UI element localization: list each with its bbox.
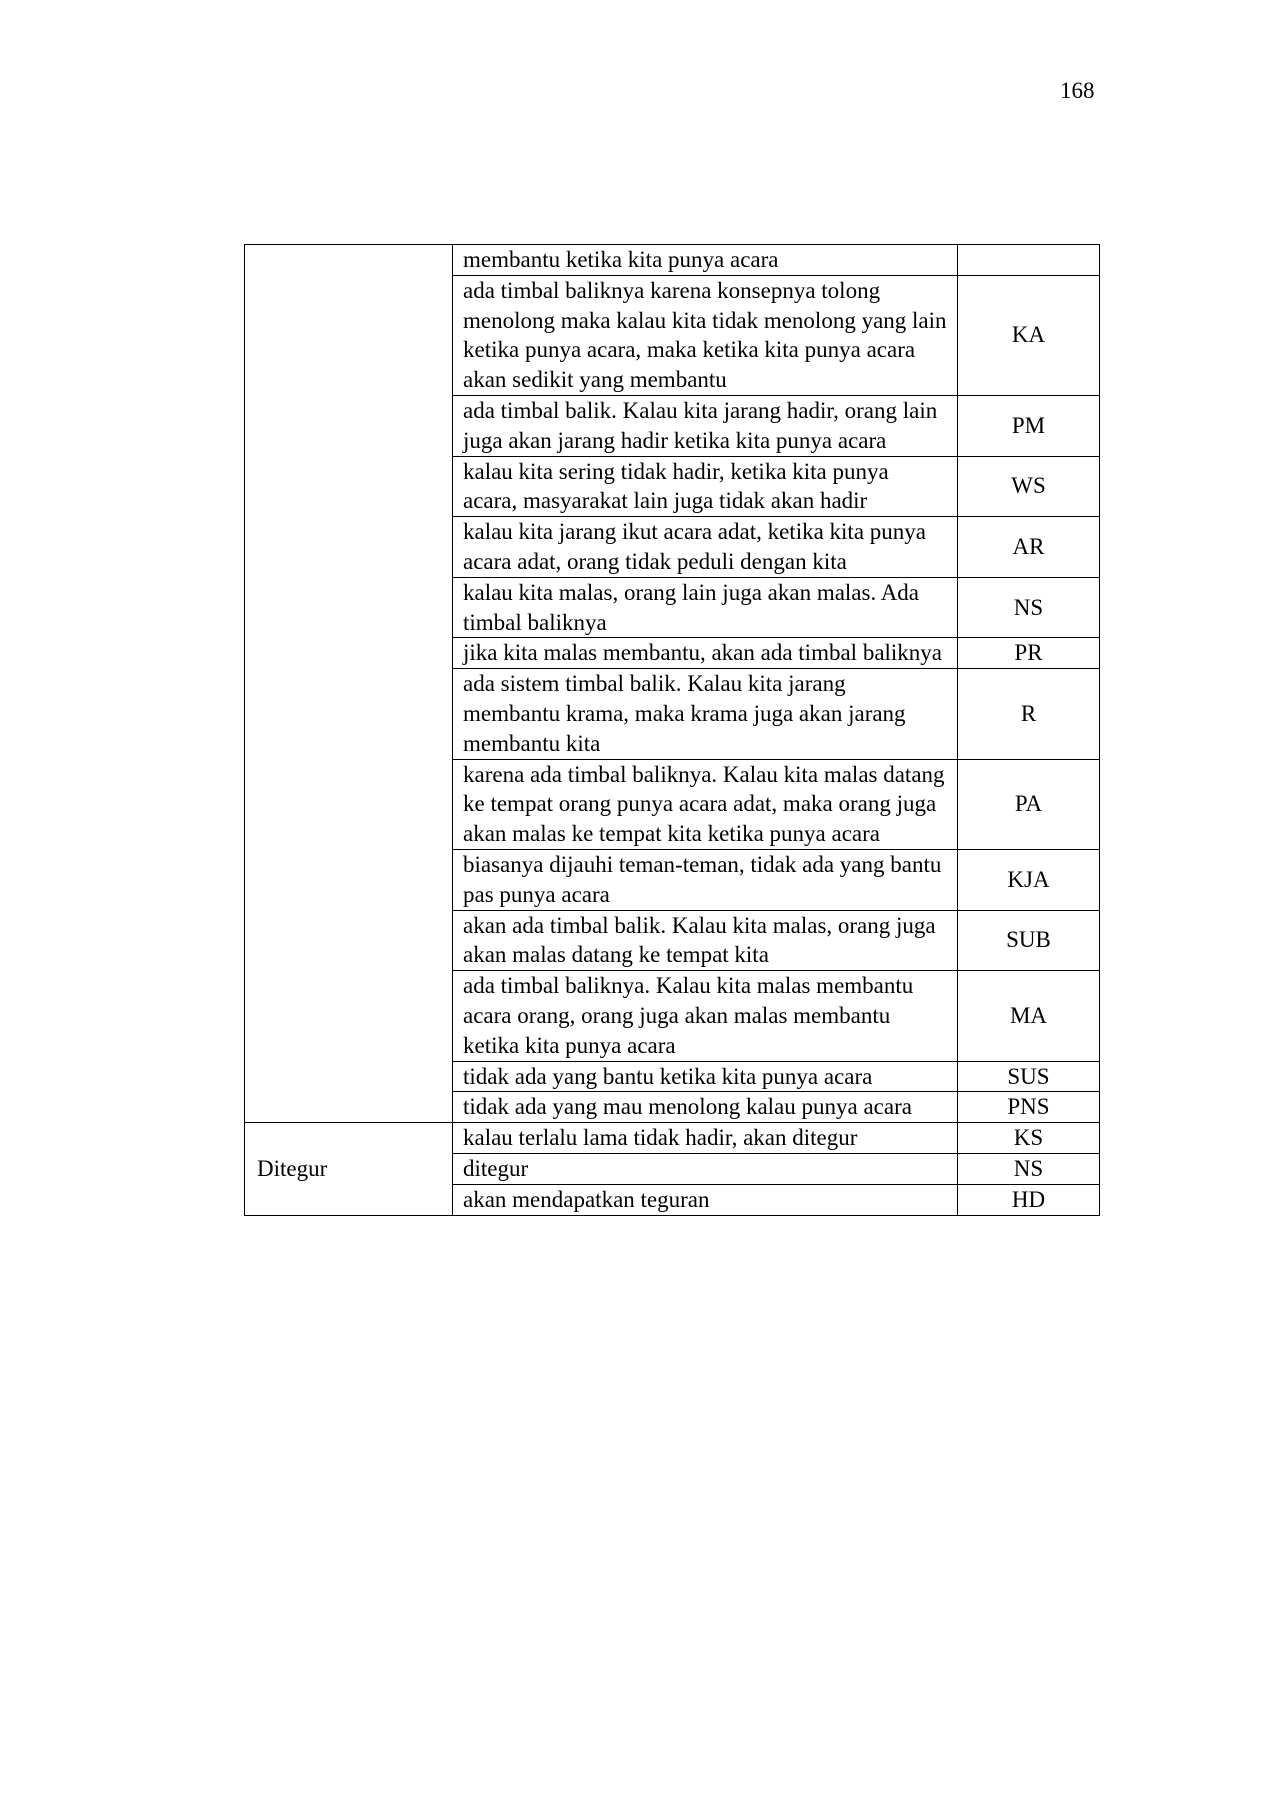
respondent-code-cell: KJA bbox=[958, 849, 1100, 910]
respondent-code-cell: MA bbox=[958, 971, 1100, 1061]
response-cell: ada timbal baliknya. Kalau kita malas membantu acara orang, orang juga akan malas membantu ketika kita punya acara bbox=[453, 971, 958, 1061]
response-cell: ditegur bbox=[453, 1153, 958, 1184]
data-table bbox=[244, 244, 1100, 1216]
table-row bbox=[245, 1123, 1100, 1154]
response-cell: karena ada timbal baliknya. Kalau kita malas datang ke tempat orang punya acara adat, maka orang juga akan malas ke tempat kita ketika punya acara bbox=[453, 759, 958, 849]
respondent-code-cell: PM bbox=[958, 395, 1100, 456]
respondent-code-cell bbox=[958, 245, 1100, 276]
response-cell: kalau terlalu lama tidak hadir, akan ditegur bbox=[453, 1123, 958, 1154]
category-cell bbox=[245, 245, 453, 1123]
response-cell: biasanya dijauhi teman-teman, tidak ada yang bantu pas punya acara bbox=[453, 849, 958, 910]
response-cell: ada timbal balik. Kalau kita jarang hadir, orang lain juga akan jarang hadir ketika kita punya acara bbox=[453, 395, 958, 456]
category-cell: Ditegur bbox=[245, 1123, 453, 1215]
respondent-code-cell: SUB bbox=[958, 910, 1100, 971]
response-cell: membantu ketika kita punya acara bbox=[453, 245, 958, 276]
respondent-code-cell: PR bbox=[958, 638, 1100, 669]
response-cell: jika kita malas membantu, akan ada timbal baliknya bbox=[453, 638, 958, 669]
table-body bbox=[245, 245, 1100, 1216]
response-cell: kalau kita malas, orang lain juga akan malas. Ada timbal baliknya bbox=[453, 577, 958, 638]
respondent-code-cell: NS bbox=[958, 577, 1100, 638]
respondent-code-cell: R bbox=[958, 669, 1100, 759]
response-cell: kalau kita sering tidak hadir, ketika kita punya acara, masyarakat lain juga tidak akan hadir bbox=[453, 456, 958, 517]
respondent-code-cell: HD bbox=[958, 1184, 1100, 1215]
respondent-code-cell: KA bbox=[958, 275, 1100, 395]
response-cell: tidak ada yang bantu ketika kita punya acara bbox=[453, 1061, 958, 1092]
table-row bbox=[245, 245, 1100, 276]
respondent-code-cell: PNS bbox=[958, 1092, 1100, 1123]
respondent-code-cell: PA bbox=[958, 759, 1100, 849]
respondent-code-cell: WS bbox=[958, 456, 1100, 517]
response-cell: akan ada timbal balik. Kalau kita malas, orang juga akan malas datang ke tempat kita bbox=[453, 910, 958, 971]
page-number: 168 bbox=[1060, 78, 1095, 103]
response-cell: ada sistem timbal balik. Kalau kita jarang membantu krama, maka krama juga akan jarang membantu kita bbox=[453, 669, 958, 759]
response-cell: tidak ada yang mau menolong kalau punya acara bbox=[453, 1092, 958, 1123]
response-cell: ada timbal baliknya karena konsepnya tolong menolong maka kalau kita tidak menolong yang lain ketika punya acara, maka ketika kita punya acara akan sedikit yang membantu bbox=[453, 275, 958, 395]
response-cell: kalau kita jarang ikut acara adat, ketika kita punya acara adat, orang tidak peduli dengan kita bbox=[453, 517, 958, 578]
response-cell: akan mendapatkan teguran bbox=[453, 1184, 958, 1215]
respondent-code-cell: KS bbox=[958, 1123, 1100, 1154]
respondent-code-cell: NS bbox=[958, 1153, 1100, 1184]
respondent-code-cell: AR bbox=[958, 517, 1100, 578]
respondent-code-cell: SUS bbox=[958, 1061, 1100, 1092]
